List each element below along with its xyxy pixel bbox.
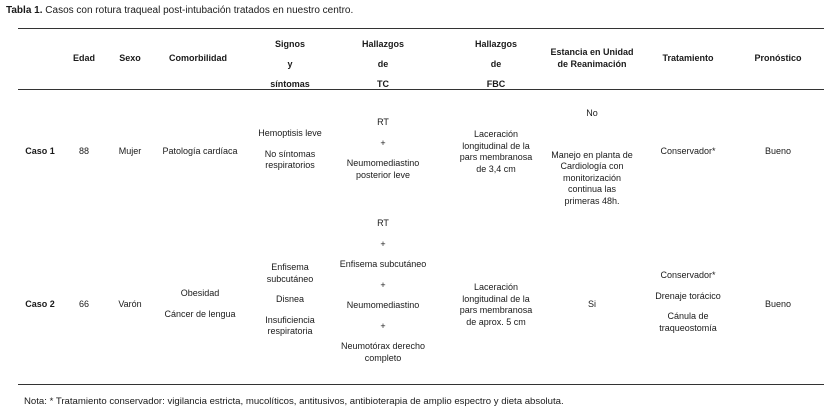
row2-tc-line: completo (364, 352, 402, 363)
row2-fbc (456, 282, 536, 328)
header-estancia (544, 47, 640, 70)
table-footnote: Nota: * Tratamiento conservador: vigilancia estricta, mucolíticos, antitusivos, antibioterapia de amplio espectro y dieta absoluta. (24, 396, 564, 407)
header-hallazgos-tc (353, 34, 413, 94)
row2-tc-line: Neumomediastino (346, 300, 420, 310)
row2-edad: 66 (78, 299, 89, 309)
row2-estancia: Si (587, 299, 596, 309)
caption-label: Tabla 1. (6, 5, 43, 16)
row1-fbc (456, 129, 536, 175)
row2-signos-line: Enfisema (271, 262, 309, 272)
row2-tc-line: + (380, 279, 386, 290)
row1-signos (252, 128, 328, 172)
row2-pronostico: Bueno (764, 299, 792, 309)
header-signos (254, 34, 326, 94)
header-pronostico: Pronóstico (754, 53, 802, 63)
row2-tc-line: Enfisema subcutáneo (339, 259, 427, 269)
header-hallazgos-fbc (466, 34, 526, 94)
row1-estancia-line: continua las (567, 184, 617, 194)
row1-tc-line: posterior leve (355, 169, 411, 180)
row2-comorbilidad-line: Cáncer de lengua (164, 308, 236, 319)
header-sexo: Sexo (119, 53, 141, 63)
header-fbc-line: Hallazgos (474, 39, 517, 49)
header-tc-line: de (377, 59, 389, 69)
caption-text: Casos con rotura traqueal post-intubación tratados en nuestro centro. (45, 5, 354, 16)
row2-tc-line: + (380, 320, 386, 331)
row1-sexo: Mujer (118, 146, 142, 156)
row1-pronostico: Bueno (764, 146, 792, 156)
header-fbc-line: de (490, 59, 502, 69)
header-edad: Edad (72, 53, 95, 63)
row1-estancia-line: Cardiología con (560, 161, 624, 171)
header-signos-line: y (287, 59, 293, 69)
row1-signos-line: respiratorios (265, 160, 315, 170)
row1-signos-line: No síntomas (264, 148, 316, 159)
row1-estancia-line: primeras 48h. (564, 195, 620, 206)
row2-tc-line: Neumotórax derecho (340, 341, 426, 351)
row1-tratamiento: Conservador* (660, 146, 716, 156)
row1-fbc-line: de 3,4 cm (476, 163, 516, 174)
row2-tc-line: + (380, 238, 386, 249)
row1-tc (340, 117, 426, 181)
row2-fbc-line: longitudinal de la (462, 293, 530, 304)
table-caption (6, 5, 353, 16)
row1-tc-line: RT (377, 117, 389, 127)
row2-tratamiento-line: traqueostomía (659, 322, 717, 333)
header-comorbilidad: Comorbilidad (169, 53, 227, 63)
row1-edad: 88 (78, 146, 89, 156)
row2-signos-line: Disnea (275, 294, 304, 304)
row2-comorbilidad-line: Obesidad (180, 288, 220, 298)
row2-signos-line: respiratoria (267, 326, 313, 336)
top-rule (18, 28, 824, 29)
header-signos-line: Signos (274, 39, 305, 49)
row2-tratamiento (648, 270, 728, 334)
row1-estancia-line: No (586, 108, 598, 118)
header-rule (18, 89, 824, 90)
row1-fbc-line: Laceración (473, 129, 519, 139)
row2-tratamiento-line: Drenaje torácico (655, 290, 721, 301)
row1-fbc-line: longitudinal de la (462, 140, 530, 151)
header-signos-line: síntomas (270, 79, 310, 89)
row1-signos-line: Hemoptisis leve (258, 128, 322, 138)
row1-estancia-line: Manejo en planta de (551, 149, 633, 160)
row1-estancia-line: monitorización (562, 172, 622, 183)
row1-estancia (540, 108, 644, 207)
header-tc-line: Hallazgos (361, 39, 404, 49)
row2-fbc-line: de aprox. 5 cm (466, 316, 526, 327)
header-estancia-line: de Reanimación (557, 58, 627, 69)
row2-caso: Caso 2 (25, 299, 55, 309)
row2-tratamiento-line: Cánula de (667, 311, 709, 321)
header-tc-line: TC (377, 79, 389, 89)
row2-signos (252, 262, 328, 338)
bottom-rule (18, 384, 824, 385)
row1-comorbilidad: Patología cardíaca (162, 146, 238, 156)
header-fbc-line: FBC (486, 79, 506, 89)
row2-fbc-line: pars membranosa (459, 305, 533, 315)
row1-tc-line: Neumomediastino (346, 158, 420, 168)
row2-tratamiento-line: Conservador* (660, 270, 716, 280)
header-tratamiento: Tratamiento (662, 53, 714, 63)
header-estancia-line: Estancia en Unidad (550, 47, 634, 57)
row1-tc-line: + (380, 137, 386, 148)
row2-tc (336, 218, 430, 364)
row2-fbc-line: Laceración (473, 282, 519, 292)
row1-fbc-line: pars membranosa (459, 152, 533, 162)
row2-comorbilidad (158, 288, 242, 320)
row1-caso: Caso 1 (25, 146, 55, 156)
row2-signos-line: subcutáneo (266, 273, 314, 284)
row2-tc-line: RT (377, 218, 389, 228)
row2-signos-line: Insuficiencia (265, 314, 315, 325)
row2-sexo: Varón (118, 299, 142, 309)
